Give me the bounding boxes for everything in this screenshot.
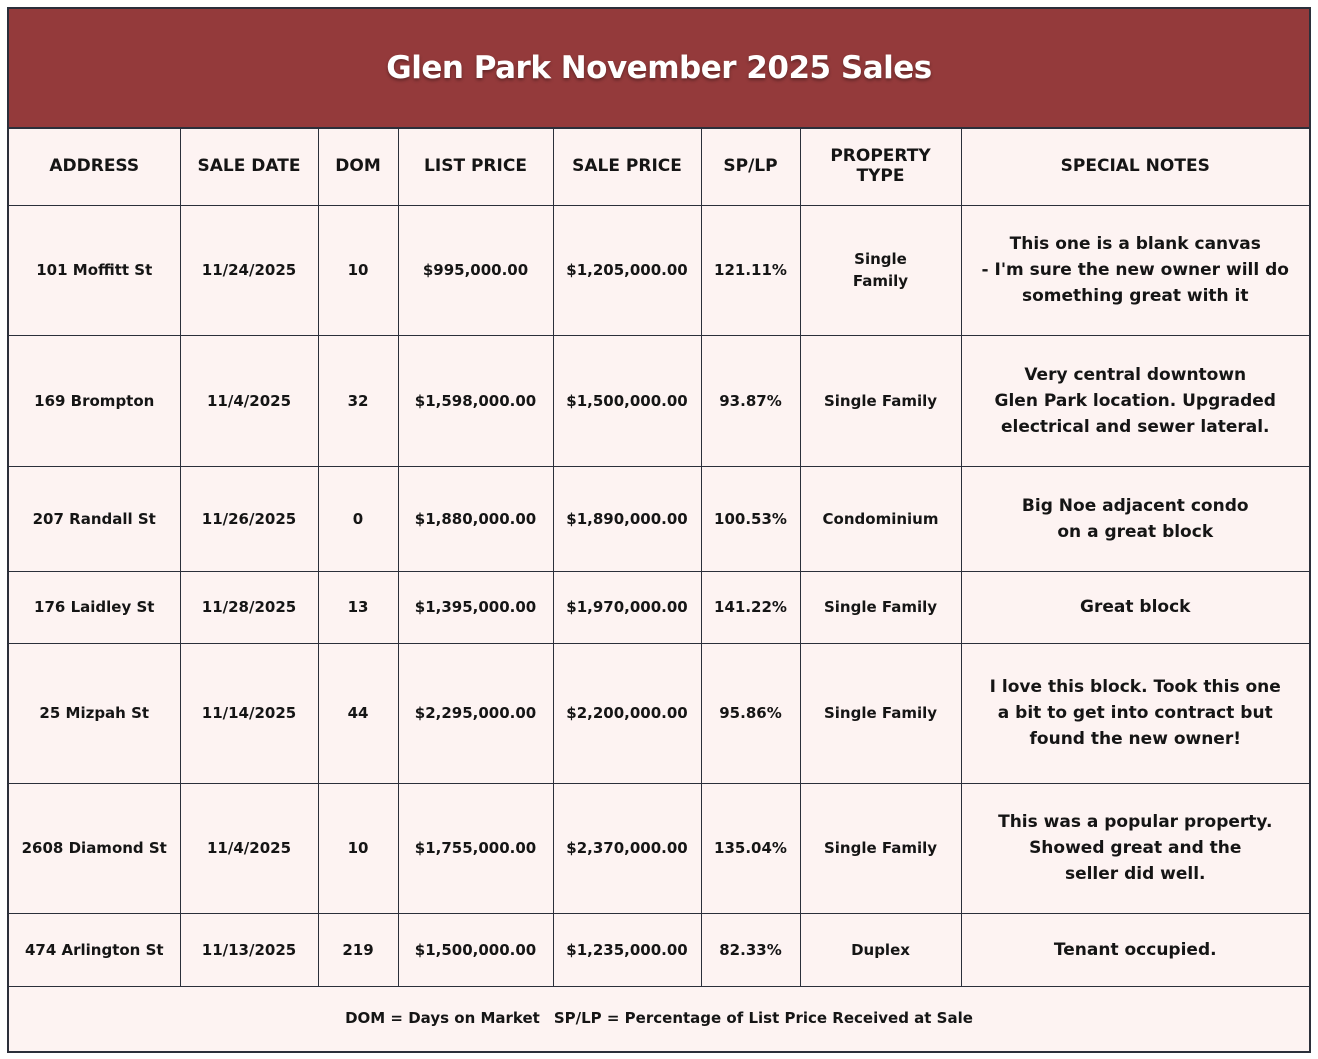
header-dom: DOM [318, 128, 398, 205]
cell-property-type [800, 643, 961, 783]
note-line: seller did well. [1064, 864, 1206, 884]
property-type-line: Duplex [851, 940, 910, 959]
note-line: on a great block [1057, 521, 1214, 542]
header-property-type: PROPERTY TYPE [800, 128, 961, 205]
cell-sp-lp: 93.87% [701, 335, 800, 466]
table-row [9, 571, 1309, 643]
cell-sp-lp: 95.86% [701, 643, 800, 783]
cell-dom: 10 [318, 205, 398, 335]
note-line: Tenant occupied. [1053, 939, 1217, 960]
cell-property-type [800, 205, 961, 335]
cell-address: 25 Mizpah St [9, 643, 180, 783]
note-line: I love this block. Took this one [989, 677, 1281, 697]
cell-sale-date: 11/4/2025 [180, 335, 318, 466]
cell-sale-date: 11/4/2025 [180, 783, 318, 913]
page-title: Glen Park November 2025 Sales [386, 50, 932, 86]
cell-address: 207 Randall St [9, 466, 180, 571]
note-line: Very central downtown [1024, 364, 1247, 385]
cell-special-notes [961, 643, 1309, 783]
cell-address: 101 Moffitt St [9, 205, 180, 335]
note-line: Big Noe adjacent condo [1021, 495, 1249, 516]
cell-address: 2608 Diamond St [9, 783, 180, 913]
cell-property-type [800, 783, 961, 913]
cell-sp-lp: 135.04% [701, 783, 800, 913]
cell-property-type [800, 913, 961, 986]
cell-special-notes [961, 783, 1309, 913]
table-row [9, 335, 1309, 466]
table-row [9, 643, 1309, 783]
header-special-notes: SPECIAL NOTES [961, 128, 1309, 205]
cell-sale-price: $1,970,000.00 [553, 571, 701, 643]
cell-property-type [800, 335, 961, 466]
table-row [9, 913, 1309, 986]
legend-footer [9, 986, 1309, 1050]
cell-list-price: $1,755,000.00 [398, 783, 553, 913]
note-line: a bit to get into contract but [997, 703, 1273, 723]
note-line: Glen Park location. Upgraded [994, 390, 1276, 411]
cell-address: 169 Brompton [9, 335, 180, 466]
sp-lp-legend: SP/LP = Percentage of List Price Received at Sale [553, 1009, 973, 1028]
cell-dom: 219 [318, 913, 398, 986]
cell-list-price: $2,295,000.00 [398, 643, 553, 783]
cell-sale-price: $2,370,000.00 [553, 783, 701, 913]
cell-sp-lp: 100.53% [701, 466, 800, 571]
cell-list-price: $1,500,000.00 [398, 913, 553, 986]
note-line: This was a popular property. [998, 812, 1273, 832]
note-line: This one is a blank canvas [1009, 234, 1261, 254]
note-line: found the new owner! [1029, 729, 1241, 749]
cell-sale-price: $1,890,000.00 [553, 466, 701, 571]
cell-special-notes [961, 335, 1309, 466]
header-sale-price: SALE PRICE [553, 128, 701, 205]
cell-special-notes [961, 571, 1309, 643]
cell-sale-date: 11/28/2025 [180, 571, 318, 643]
cell-sale-price: $1,205,000.00 [553, 205, 701, 335]
note-line: Great block [1080, 597, 1191, 617]
cell-sale-price: $1,500,000.00 [553, 335, 701, 466]
note-line: Showed great and the [1029, 838, 1242, 858]
cell-special-notes [961, 466, 1309, 571]
cell-dom: 44 [318, 643, 398, 783]
cell-dom: 32 [318, 335, 398, 466]
cell-dom: 10 [318, 783, 398, 913]
header-sp-lp: SP/LP [701, 128, 800, 205]
cell-dom: 0 [318, 466, 398, 571]
header-list-price: LIST PRICE [398, 128, 553, 205]
header-row [9, 128, 1309, 205]
cell-list-price: $995,000.00 [398, 205, 553, 335]
cell-sale-date: 11/24/2025 [180, 205, 318, 335]
cell-property-type [800, 466, 961, 571]
table-row [9, 205, 1309, 335]
cell-property-type [800, 571, 961, 643]
cell-address: 474 Arlington St [9, 913, 180, 986]
property-type-line: Condominium [822, 509, 939, 528]
property-type-line: Single Family [823, 598, 938, 616]
sales-table [9, 128, 1309, 1050]
note-line: electrical and sewer lateral. [1000, 416, 1270, 437]
cell-list-price: $1,880,000.00 [398, 466, 553, 571]
table-row [9, 466, 1309, 571]
property-type-line: Single Family [823, 704, 938, 722]
cell-special-notes [961, 913, 1309, 986]
cell-sale-price: $2,200,000.00 [553, 643, 701, 783]
cell-sale-date: 11/26/2025 [180, 466, 318, 571]
note-line: - I'm sure the new owner will do [981, 260, 1289, 280]
cell-dom: 13 [318, 571, 398, 643]
cell-sale-date: 11/13/2025 [180, 913, 318, 986]
table-row [9, 783, 1309, 913]
header-address: ADDRESS [9, 128, 180, 205]
cell-sale-date: 11/14/2025 [180, 643, 318, 783]
property-type-line: Family [852, 272, 909, 290]
sales-table-card [7, 7, 1311, 1053]
property-type-line: Single [854, 250, 907, 268]
note-line: something great with it [1021, 286, 1249, 306]
title-bar [9, 9, 1309, 129]
cell-special-notes [961, 205, 1309, 335]
dom-legend: DOM = Days on Market [345, 1009, 540, 1028]
table-body [9, 205, 1309, 1050]
cell-sp-lp: 82.33% [701, 913, 800, 986]
footer-row [9, 986, 1309, 1050]
cell-sp-lp: 121.11% [701, 205, 800, 335]
cell-list-price: $1,395,000.00 [398, 571, 553, 643]
property-type-line: Single Family [823, 839, 938, 857]
cell-sale-price: $1,235,000.00 [553, 913, 701, 986]
cell-sp-lp: 141.22% [701, 571, 800, 643]
header-sale-date: SALE DATE [180, 128, 318, 205]
cell-list-price: $1,598,000.00 [398, 335, 553, 466]
property-type-line: Single Family [823, 391, 938, 410]
cell-address: 176 Laidley St [9, 571, 180, 643]
